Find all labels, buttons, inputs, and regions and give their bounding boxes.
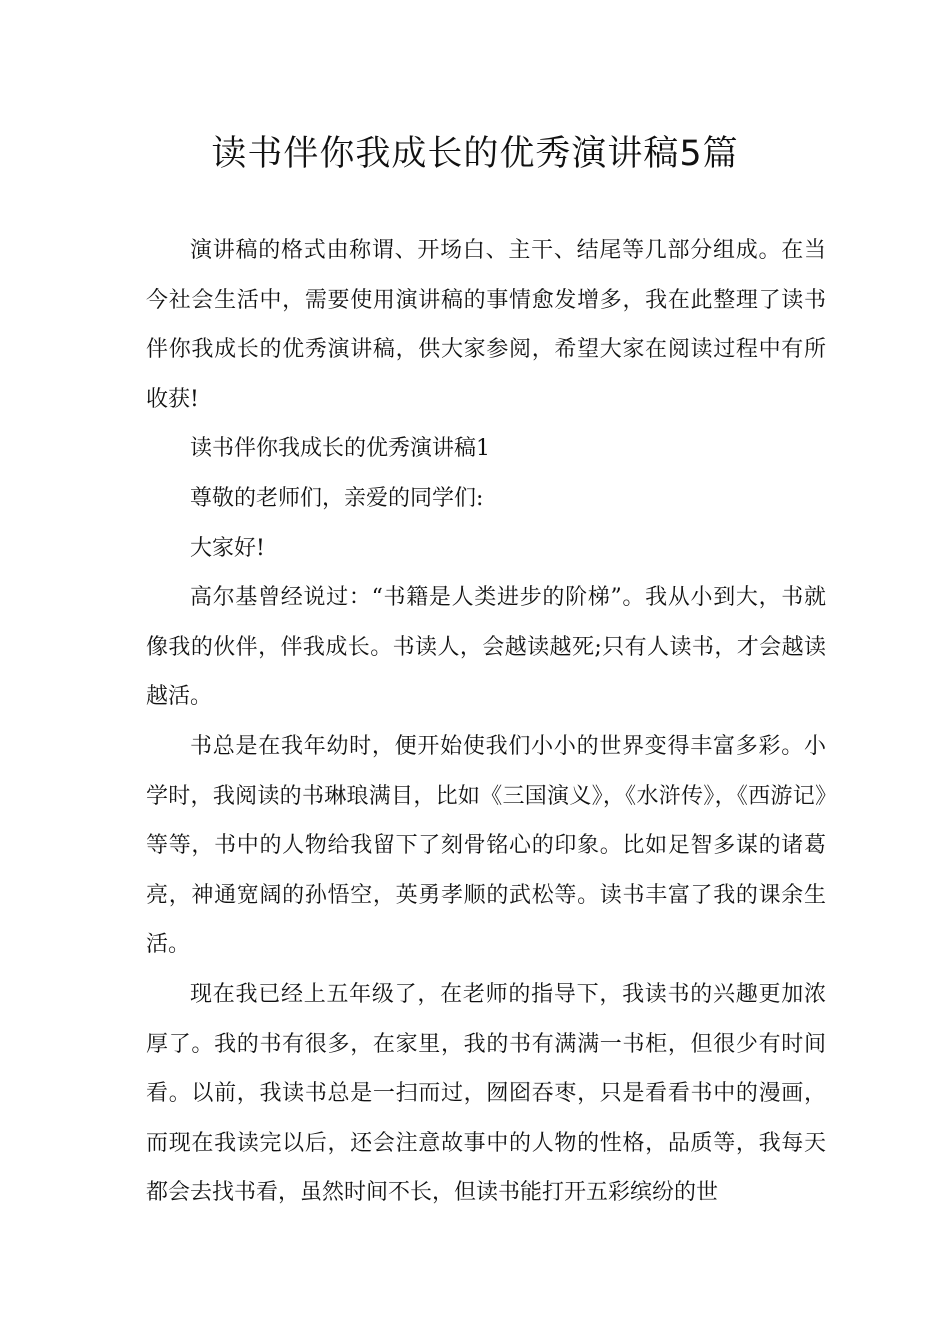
- intro-paragraph: 演讲稿的格式由称谓、开场白、主干、结尾等几部分组成。在当今社会生活中，需要使用演讲稿的事情愈发增多，我在此整理了读书伴你我成长的优秀演讲稿，供大家参阅，希望大家在阅读过程中有所收获!: [146, 238, 826, 412]
- salutation: 尊敬的老师们，亲爱的同学们:: [190, 485, 484, 511]
- body-paragraph: 书总是在我年幼时，便开始使我们小小的世界变得丰富多彩。小学时，我阅读的书琳琅满目，比如《三国演义》，《水浒传》，《西游记》等等，书中的人物给我留下了刻骨铭心的印象。比如足智多谋的诸葛亮，神通宽阔的孙悟空，英勇孝顺的武松等。读书丰富了我的课余生活。: [146, 733, 826, 958]
- greeting: 大家好!: [190, 535, 265, 561]
- body-paragraph: 高尔基曾经说过：“书籍是人类进步的阶梯”。我从小到大，书就像我的伙伴，伴我成长。书读人，会越读越死;只有人读书，才会越读越活。: [146, 585, 826, 710]
- body-paragraph: 现在我已经上五年级了，在老师的指导下，我读书的兴趣更加浓厚了。我的书有很多，在家里，我的书有满满一书柜，但很少有时间看。以前，我读书总是一扫而过，囫囵吞枣，只是看看书中的漫画，而现在我读完以后，还会注意故事中的人物的性格，品质等，我每天都会去找书看，虽然时间不长，但读书能打开五彩缤纷的世: [146, 981, 826, 1206]
- section-heading: 读书伴你我成长的优秀演讲稿1: [190, 436, 490, 462]
- document-body: [146, 226, 826, 1218]
- document-title: 读书伴你我成长的优秀演讲稿5篇: [211, 134, 739, 174]
